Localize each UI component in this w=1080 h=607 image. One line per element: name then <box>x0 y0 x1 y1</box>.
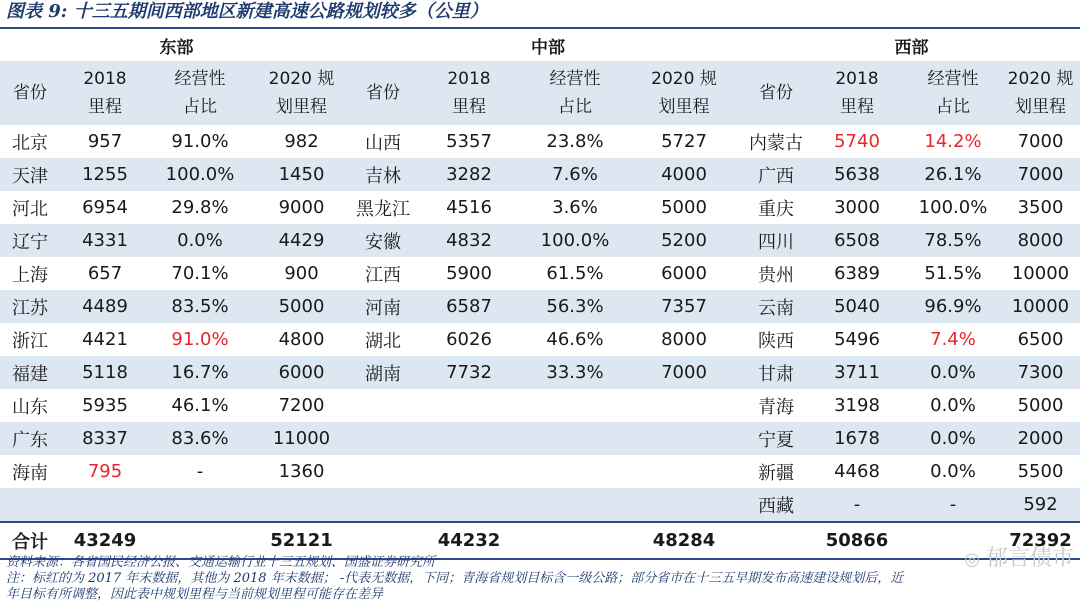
total-central-2020: 48284 <box>625 522 743 559</box>
west-ratio-cell: 0.0% <box>905 422 1001 455</box>
figure-title: 图表 9: 十三五期间西部地区新建高速公路规划较多（公里） <box>6 1 488 22</box>
empty-cell <box>150 522 250 559</box>
east-province-cell: 北京 <box>12 132 48 154</box>
west-mileage-2018-cell: 6508 <box>809 224 905 257</box>
region-east: 东部 <box>159 37 194 58</box>
west-ratio-cell: 0.0% <box>905 356 1001 389</box>
east-province-cell: 辽宁 <box>0 224 60 257</box>
watermark-text: 郁言债市 <box>985 546 1074 571</box>
west-province-cell: 云南 <box>743 290 809 323</box>
central-province-cell <box>353 455 413 488</box>
table-row <box>0 389 1080 422</box>
header-row <box>0 61 1080 125</box>
east-mileage-2018-cell: 957 <box>87 131 123 152</box>
watermark <box>964 541 1074 572</box>
col-2020-plan: 2020 规 划里程 <box>625 61 743 125</box>
east-ratio-cell: 91.0% <box>171 131 229 152</box>
east-mileage-2018-cell <box>60 488 150 522</box>
central-province-cell: 山西 <box>365 132 401 154</box>
col-province: 省份 <box>353 61 413 125</box>
table-row <box>0 224 1080 257</box>
table-row <box>0 191 1080 224</box>
west-province-cell: 四川 <box>743 224 809 257</box>
table-row <box>0 323 1080 356</box>
col-ratio: 经营性 占比 <box>525 61 625 125</box>
west-plan-2020-cell: 5000 <box>1017 395 1064 416</box>
east-mileage-2018-cell: 657 <box>87 263 123 284</box>
east-mileage-2018-cell: 5935 <box>82 395 128 416</box>
east-mileage-2018-cell: 795 <box>87 461 123 482</box>
central-mileage-2018-cell: 6026 <box>446 329 492 350</box>
central-province-cell: 吉林 <box>353 158 413 191</box>
west-mileage-2018-cell: 3198 <box>834 395 880 416</box>
empty-cell <box>525 522 625 559</box>
central-mileage-2018-cell: 5900 <box>446 263 492 284</box>
col-province: 省份 <box>743 61 809 125</box>
east-ratio-cell: 16.7% <box>150 356 250 389</box>
central-plan-2020-cell: 7000 <box>625 356 743 389</box>
east-province-cell: 江苏 <box>0 290 60 323</box>
west-mileage-2018-cell: 5040 <box>809 290 905 323</box>
west-ratio-cell: 78.5% <box>905 224 1001 257</box>
central-plan-2020-cell: 5200 <box>625 224 743 257</box>
central-mileage-2018-cell: 4832 <box>413 224 525 257</box>
west-mileage-2018-cell: 5638 <box>809 158 905 191</box>
east-mileage-2018-cell: 4421 <box>82 329 128 350</box>
central-mileage-2018-cell <box>413 455 525 488</box>
west-ratio-cell: 51.5% <box>924 263 982 284</box>
east-ratio-cell: 83.6% <box>150 422 250 455</box>
central-province-cell: 湖北 <box>365 330 401 352</box>
central-mileage-2018-cell: 4516 <box>446 197 492 218</box>
region-row <box>0 29 1080 61</box>
west-province-cell: 新疆 <box>758 462 794 484</box>
central-plan-2020-cell: 5000 <box>661 197 707 218</box>
col-2018-mileage: 2018 里程 <box>413 61 525 125</box>
west-province-cell: 甘肃 <box>743 356 809 389</box>
table-row <box>0 455 1080 488</box>
east-mileage-2018-cell: 4331 <box>60 224 150 257</box>
west-ratio-cell: 100.0% <box>918 197 988 218</box>
west-plan-2020-cell: 10000 <box>1001 290 1080 323</box>
central-plan-2020-cell <box>625 455 743 488</box>
east-ratio-cell <box>150 488 250 522</box>
east-plan-2020-cell: 1360 <box>278 461 325 482</box>
east-plan-2020-cell: 9000 <box>278 197 325 218</box>
west-plan-2020-cell: 592 <box>1001 488 1080 522</box>
total-central-2018: 44232 <box>413 522 525 559</box>
west-ratio-cell: 14.2% <box>924 131 982 152</box>
table-row <box>0 257 1080 290</box>
east-ratio-cell: 0.0% <box>150 224 250 257</box>
col-2018-mileage: 2018 里程 <box>809 61 905 125</box>
table-row <box>0 356 1080 389</box>
west-plan-2020-cell: 10000 <box>1011 263 1070 284</box>
central-plan-2020-cell: 4000 <box>625 158 743 191</box>
east-plan-2020-cell: 11000 <box>250 422 353 455</box>
central-province-cell <box>353 488 413 522</box>
east-mileage-2018-cell: 5118 <box>60 356 150 389</box>
col-ratio: 经营性 占比 <box>150 61 250 125</box>
west-province-cell: 陕西 <box>758 330 794 352</box>
central-province-cell: 河南 <box>353 290 413 323</box>
central-ratio-cell: 46.6% <box>546 329 604 350</box>
west-plan-2020-cell: 5500 <box>1017 461 1064 482</box>
east-plan-2020-cell: 7200 <box>278 395 325 416</box>
west-plan-2020-cell: 7000 <box>1017 131 1064 152</box>
col-2018-mileage: 2018 里程 <box>60 61 150 125</box>
east-mileage-2018-cell: 1255 <box>60 158 150 191</box>
east-ratio-cell: 83.5% <box>150 290 250 323</box>
central-ratio-cell: 33.3% <box>525 356 625 389</box>
west-ratio-cell: 0.0% <box>930 461 976 482</box>
west-province-cell: 内蒙古 <box>749 132 803 154</box>
west-ratio-cell: 0.0% <box>930 395 976 416</box>
east-ratio-cell: 29.8% <box>171 197 229 218</box>
central-mileage-2018-cell <box>413 488 525 522</box>
total-east-2020: 52121 <box>250 522 353 559</box>
central-ratio-cell: 7.6% <box>525 158 625 191</box>
central-plan-2020-cell: 8000 <box>661 329 707 350</box>
west-mileage-2018-cell: 3711 <box>809 356 905 389</box>
central-mileage-2018-cell: 7732 <box>413 356 525 389</box>
footnote-note-cont: 年目标有所调整，因此表中规划里程与当前规划里程可能存在差异 <box>6 587 384 602</box>
east-plan-2020-cell: 4800 <box>278 329 325 350</box>
west-mileage-2018-cell: 4468 <box>834 461 880 482</box>
west-plan-2020-cell: 7300 <box>1001 356 1080 389</box>
west-plan-2020-cell: 7000 <box>1001 158 1080 191</box>
west-plan-2020-cell: 3500 <box>1017 197 1064 218</box>
east-plan-2020-cell: 6000 <box>250 356 353 389</box>
central-ratio-cell: 61.5% <box>546 263 604 284</box>
west-mileage-2018-cell: - <box>809 488 905 522</box>
west-province-cell: 重庆 <box>758 198 794 220</box>
central-ratio-cell: 23.8% <box>546 131 604 152</box>
west-province-cell: 贵州 <box>758 264 794 286</box>
total-row <box>0 522 1080 559</box>
table-row <box>0 488 1080 522</box>
central-plan-2020-cell <box>625 422 743 455</box>
west-province-cell: 宁夏 <box>743 422 809 455</box>
table-row <box>0 158 1080 191</box>
footnote-source: 资料来源：各省国民经济公报、交通运输行业十三五规划、国盛证券研究所 <box>6 555 436 570</box>
west-plan-2020-cell: 6500 <box>1017 329 1064 350</box>
west-ratio-cell: 96.9% <box>905 290 1001 323</box>
east-mileage-2018-cell: 8337 <box>60 422 150 455</box>
east-ratio-cell: 70.1% <box>171 263 229 284</box>
west-mileage-2018-cell: 6389 <box>834 263 880 284</box>
west-province-cell: 广西 <box>743 158 809 191</box>
central-province-cell: 江西 <box>365 264 401 286</box>
total-west-2020: 72392 <box>1001 522 1080 559</box>
central-ratio-cell: 56.3% <box>525 290 625 323</box>
central-province-cell: 湖南 <box>353 356 413 389</box>
central-plan-2020-cell: 7357 <box>625 290 743 323</box>
central-mileage-2018-cell: 5357 <box>446 131 492 152</box>
central-province-cell: 安徽 <box>353 224 413 257</box>
region-central: 中部 <box>531 37 565 58</box>
west-ratio-cell: 7.4% <box>930 329 976 350</box>
central-ratio-cell <box>525 455 625 488</box>
east-plan-2020-cell: 982 <box>284 131 319 152</box>
east-province-cell: 天津 <box>0 158 60 191</box>
wechat-icon: ◎ <box>964 549 980 570</box>
central-ratio-cell <box>525 422 625 455</box>
col-2020-plan: 2020 规 划里程 <box>1001 61 1080 125</box>
central-province-cell <box>353 389 413 422</box>
east-plan-2020-cell: 1450 <box>250 158 353 191</box>
col-2020-plan: 2020 规 划里程 <box>250 61 353 125</box>
west-mileage-2018-cell: 3000 <box>834 197 880 218</box>
east-province-cell: 海南 <box>12 462 48 484</box>
east-mileage-2018-cell: 6954 <box>82 197 128 218</box>
east-ratio-cell: 100.0% <box>150 158 250 191</box>
east-plan-2020-cell <box>250 488 353 522</box>
west-ratio-cell: 26.1% <box>905 158 1001 191</box>
table-row <box>0 422 1080 455</box>
highway-table <box>0 29 1080 560</box>
table-row <box>0 290 1080 323</box>
central-mileage-2018-cell: 6587 <box>413 290 525 323</box>
central-province-cell: 黑龙江 <box>356 198 410 220</box>
total-label: 合计 <box>0 522 60 559</box>
east-province-cell: 浙江 <box>12 330 48 352</box>
west-ratio-cell: - <box>905 488 1001 522</box>
table-body <box>0 125 1080 522</box>
central-ratio-cell <box>525 488 625 522</box>
east-plan-2020-cell: 4429 <box>250 224 353 257</box>
west-plan-2020-cell: 8000 <box>1001 224 1080 257</box>
west-plan-2020-cell: 2000 <box>1001 422 1080 455</box>
east-ratio-cell: 46.1% <box>171 395 229 416</box>
table-row <box>0 125 1080 158</box>
total-east-2018: 43249 <box>60 522 150 559</box>
west-mileage-2018-cell: 1678 <box>809 422 905 455</box>
central-plan-2020-cell: 6000 <box>661 263 707 284</box>
central-plan-2020-cell <box>625 389 743 422</box>
central-plan-2020-cell <box>625 488 743 522</box>
east-province-cell: 上海 <box>12 264 48 286</box>
west-mileage-2018-cell: 5740 <box>834 131 880 152</box>
central-plan-2020-cell: 5727 <box>661 131 707 152</box>
east-ratio-cell: - <box>196 461 204 482</box>
central-ratio-cell: 3.6% <box>552 197 598 218</box>
central-mileage-2018-cell: 3282 <box>413 158 525 191</box>
region-west: 西部 <box>894 37 929 58</box>
east-province-cell: 山东 <box>12 396 48 418</box>
west-province-cell: 青海 <box>758 396 794 418</box>
central-ratio-cell <box>525 389 625 422</box>
east-plan-2020-cell: 900 <box>284 263 319 284</box>
central-mileage-2018-cell <box>413 389 525 422</box>
west-mileage-2018-cell: 5496 <box>834 329 880 350</box>
empty-cell <box>353 522 413 559</box>
west-province-cell: 西藏 <box>743 488 809 522</box>
central-province-cell <box>353 422 413 455</box>
east-province-cell: 河北 <box>12 198 48 220</box>
empty-cell <box>743 522 809 559</box>
footnote-note: 注：标红的为 2017 年末数据，其他为 2018 年末数据； -代表无数据，下同；青海省规划目标含一级公路；部分省市在十三五早期发布高速建设规划后，近 <box>6 571 904 586</box>
east-ratio-cell: 91.0% <box>171 329 229 350</box>
central-ratio-cell: 100.0% <box>525 224 625 257</box>
col-ratio: 经营性 占比 <box>905 61 1001 125</box>
east-province-cell: 广东 <box>0 422 60 455</box>
east-province-cell <box>0 488 60 522</box>
east-plan-2020-cell: 5000 <box>250 290 353 323</box>
east-mileage-2018-cell: 4489 <box>60 290 150 323</box>
col-province: 省份 <box>0 61 60 125</box>
east-province-cell: 福建 <box>0 356 60 389</box>
central-mileage-2018-cell <box>413 422 525 455</box>
total-west-2018: 50866 <box>809 522 905 559</box>
